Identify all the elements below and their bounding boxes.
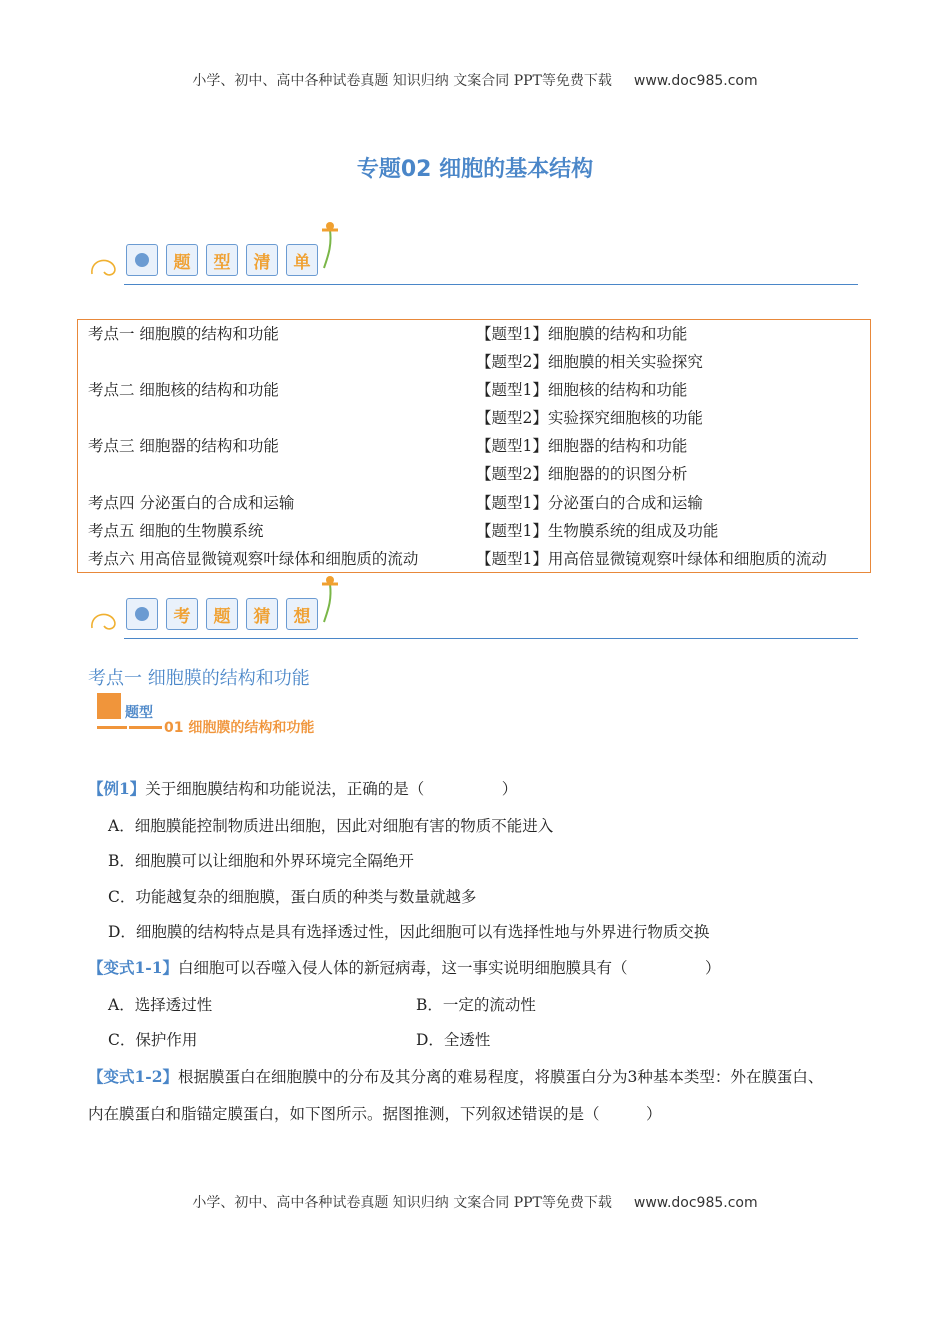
question-type-item[interactable]: 【题型2】细胞膜的相关实验探究: [476, 353, 703, 371]
banner-char: 型: [206, 244, 238, 276]
example-tag: 【例1】: [88, 779, 146, 798]
option-b[interactable]: B．一定的流动性: [416, 996, 536, 1014]
banner-char: 单: [286, 244, 318, 276]
badge-bar: [129, 726, 162, 729]
variant-stem-text: 白细胞可以吞噬入侵人体的新冠病毒，这一事实说明细胞膜具有（ ）: [178, 959, 721, 977]
exam-point-3: 考点三 细胞器的结构和功能: [88, 437, 279, 455]
option-b[interactable]: B．细胞膜可以让细胞和外界环境完全隔绝开: [108, 852, 414, 870]
question-type-item[interactable]: 【题型1】细胞器的结构和功能: [476, 437, 688, 455]
question-type-badge: [97, 693, 357, 736]
option-a[interactable]: A．选择透过性: [108, 996, 213, 1014]
badge-block: [97, 693, 121, 719]
option-c[interactable]: C．功能越复杂的细胞膜，蛋白质的种类与数量就越多: [108, 888, 477, 906]
badge-label: 题型: [125, 705, 153, 721]
footer-url[interactable]: www.doc985.com: [633, 1195, 758, 1211]
page-footer: [0, 1192, 950, 1212]
banner-exam-guess: [88, 570, 858, 640]
banner-char: 考: [166, 598, 198, 630]
exam-point-5: 考点五 细胞的生物膜系统: [88, 522, 264, 540]
exam-point-6: 考点六 用高倍显微镜观察叶绿体和细胞质的流动: [88, 550, 419, 568]
question-type-item[interactable]: 【题型1】生物膜系统的组成及功能: [476, 522, 719, 540]
option-a[interactable]: A．细胞膜能控制物质进出细胞，因此对细胞有害的物质不能进入: [108, 817, 554, 835]
variant-tag: 【变式1-1】: [88, 958, 179, 977]
banner-number-box: [126, 598, 158, 630]
question-type-item[interactable]: 【题型1】用高倍显微镜观察叶绿体和细胞质的流动: [476, 550, 827, 568]
variant-1-1-stem: [88, 956, 721, 978]
banner-question-types: [88, 216, 858, 286]
question-type-item[interactable]: 【题型1】细胞膜的结构和功能: [476, 325, 688, 343]
exam-point-4: 考点四 分泌蛋白的合成和运输: [88, 494, 295, 512]
exam-point-2: 考点二 细胞核的结构和功能: [88, 381, 279, 399]
footer-text: 小学、初中、高中各种试卷真题 知识归纳 文案合同 PPT等免费下载: [192, 1195, 612, 1211]
badge-subtitle: 01 细胞膜的结构和功能: [164, 720, 315, 736]
example-1-stem: [88, 777, 517, 799]
banner-char: 题: [206, 598, 238, 630]
dot-icon: [135, 253, 149, 267]
banner-char: 题: [166, 244, 198, 276]
section-title: 考点一 细胞膜的结构和功能: [88, 668, 310, 689]
banner-char: 想: [286, 598, 318, 630]
example-stem-text: 关于细胞膜结构和功能说法，正确的是（ ）: [145, 780, 518, 798]
question-type-item[interactable]: 【题型1】细胞核的结构和功能: [476, 381, 688, 399]
option-d[interactable]: D．细胞膜的结构特点是具有选择透过性，因此细胞可以有选择性地与外界进行物质交换: [108, 923, 710, 941]
question-type-item[interactable]: 【题型2】细胞器的的识图分析: [476, 465, 688, 483]
variant-tag: 【变式1-2】: [88, 1067, 179, 1086]
question-type-item[interactable]: 【题型1】分泌蛋白的合成和运输: [476, 494, 703, 512]
page-title: 专题02 细胞的基本结构: [356, 157, 594, 182]
page-header: [0, 70, 950, 90]
banner-underline: [124, 638, 858, 639]
variant-1-2-stem-line2: 内在膜蛋白和脂锚定膜蛋白，如下图所示。据图推测，下列叙述错误的是（ ）: [88, 1105, 662, 1123]
header-text: 小学、初中、高中各种试卷真题 知识归纳 文案合同 PPT等免费下载: [192, 73, 612, 89]
badge-bar: [97, 726, 127, 729]
variant-1-2-stem: [88, 1065, 823, 1087]
banner-char: 猜: [246, 598, 278, 630]
question-type-item[interactable]: 【题型2】实验探究细胞核的功能: [476, 409, 703, 427]
banner-underline: [124, 284, 858, 285]
exam-point-1: 考点一 细胞膜的结构和功能: [88, 325, 279, 343]
option-d[interactable]: D．全透性: [416, 1031, 491, 1049]
banner-number-box: [126, 244, 158, 276]
banner-char: 清: [246, 244, 278, 276]
header-url[interactable]: www.doc985.com: [633, 73, 758, 89]
option-c[interactable]: C．保护作用: [108, 1031, 198, 1049]
dot-icon: [135, 607, 149, 621]
variant-stem-text: 根据膜蛋白在细胞膜中的分布及其分离的难易程度，将膜蛋白分为3种基本类型：外在膜蛋白、: [178, 1068, 824, 1086]
